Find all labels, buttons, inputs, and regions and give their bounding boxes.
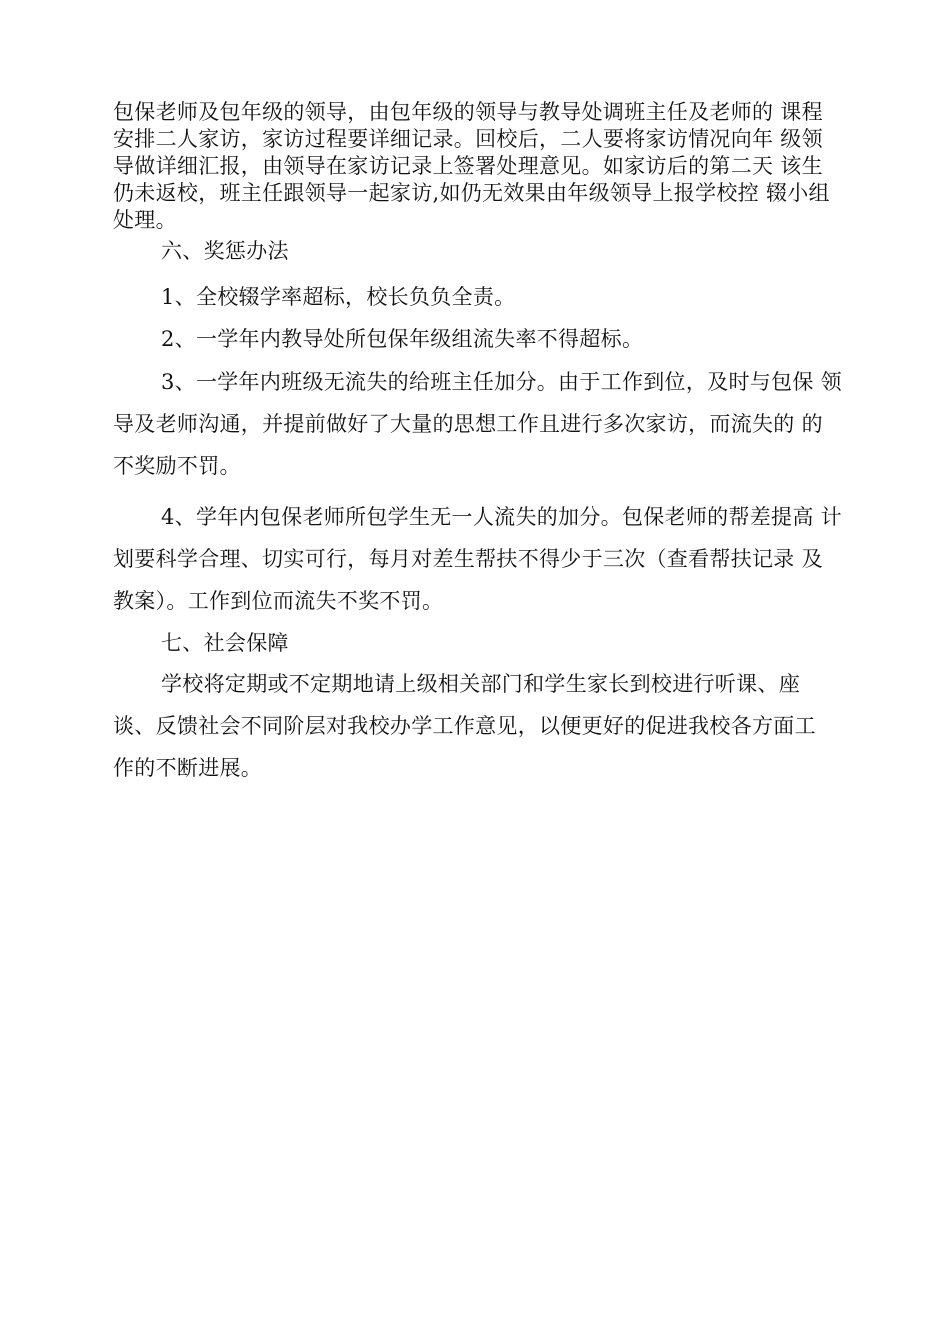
text-line: 谈、反馈社会不同阶层对我校办学工作意见，以便更好的促进我校各方面工 [113, 714, 816, 738]
section-six-item-4 [113, 496, 840, 622]
text-line: 教案）。工作到位而流失不奖不罚。 [113, 589, 444, 613]
text-line: 安排二人家访，家访过程要详细记录。回校后，二人要将家访情况向年 级领 [113, 127, 823, 151]
section-seven-heading: 七、社会保障 [161, 631, 289, 655]
text-line: 处理。 [113, 208, 177, 232]
text-line: 导做详细汇报，由领导在家访记录上签署处理意见。如家访后的第二天 该生 [113, 154, 823, 178]
text-line: 仍未返校，班主任跟领导一起家访,如仍无效果由年级领导上报学校控 辍小组 [113, 181, 830, 205]
text-line: 学校将定期或不定期地请上级相关部门和学生家长到校进行听课、座 [161, 672, 800, 696]
text-line: 4、学年内包保老师所包学生无一人流失的加分。包保老师的帮差提高 计 [161, 505, 842, 529]
text-line: 划要科学合理、切实可行，每月对差生帮扶不得少于三次（查看帮扶记录 及 [113, 547, 823, 571]
section-six-item-3 [113, 361, 840, 487]
section-six-item-1: 1、全校辍学率超标，校长负负全责。 [161, 285, 516, 309]
section-six-heading: 六、奖惩办法 [161, 239, 289, 263]
section-seven-paragraph [113, 663, 840, 789]
text-line: 包保老师及包年级的领导，由包年级的领导与教导处调班主任及老师的 课程 [113, 100, 823, 124]
text-line: 3、一学年内班级无流失的给班主任加分。由于工作到位，及时与包保 领 [161, 370, 842, 394]
continuation-paragraph [113, 99, 840, 234]
text-line: 导及老师沟通，并提前做好了大量的思想工作且进行多次家访，而流失的 的 [113, 412, 823, 436]
text-line: 不奖励不罚。 [113, 454, 241, 478]
section-six-item-2: 2、一学年内教导处所包保年级组流失率不得超标。 [161, 327, 644, 351]
text-line: 作的不断进展。 [113, 756, 263, 780]
